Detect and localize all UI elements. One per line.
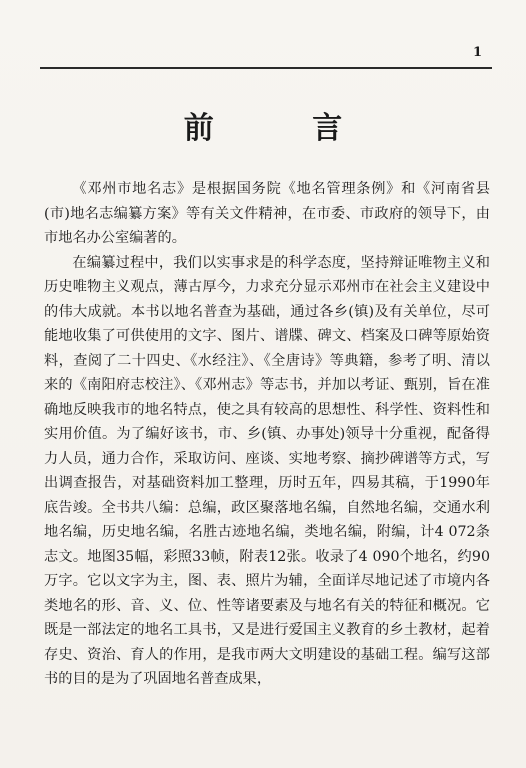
body-text (44, 177, 490, 692)
header-rule (40, 67, 492, 69)
paragraph: 在编纂过程中，我们以实事求是的科学态度，坚持辩证唯物主义和历史唯物主义观点，薄古厚今，力求充分显示邓州市在社会主义建设中的伟大成就。本书以地名普查为基础，通过各乡(镇)及有关单位，尽可能地收集了可供使用的文字、图片、谱牒、碑文、档案及口碑等原始资料，查阅了二十四史、《水经注》、《全唐诗》等典籍，参考了明、清以来的《南阳府志校注》、《邓州志》等志书，并加以考证、甄别，旨在准确地反映我市的地名特点，使之具有较高的思想性、科学性、资料性和实用价值。为了编好该书，市、乡(镇、办事处)领导十分重视，配备得力人员，通力合作，采取访问、座谈、实地考察、摘抄碑谱等方式，写出调查报告，对基础资料加工整理，历时五年，四易其稿，于1990年底告竣。全书共八编：总编，政区聚落地名编，自然地名编，交通水利地名编，历史地名编，名胜古迹地名编，类地名编，附编，计4 072条志文。地图35幅，彩照33帧，附表12张。收录了4 090个地名，约90万字。它以文字为主，图、表、照片为辅，全面详尽地记述了市境内各类地名的形、音、义、位、性等诸要素及与地名有关的特征和概况。它既是一部法定的地名工具书，又是进行爱国主义教育的乡土教材，起着存史、资治、育人的作用，是我市两大文明建设的基础工程。编写这部书的目的是为了巩固地名普查成果， (44, 254, 490, 687)
paragraph: 《邓州市地名志》是根据国务院《地名管理条例》和《河南省县(市)地名志编纂方案》等有关文件精神，在市委、市政府的领导下，由市地名办公室编著的。 (44, 181, 490, 246)
page-number: 1 (472, 45, 482, 60)
page-title: 前 言 (183, 111, 387, 146)
